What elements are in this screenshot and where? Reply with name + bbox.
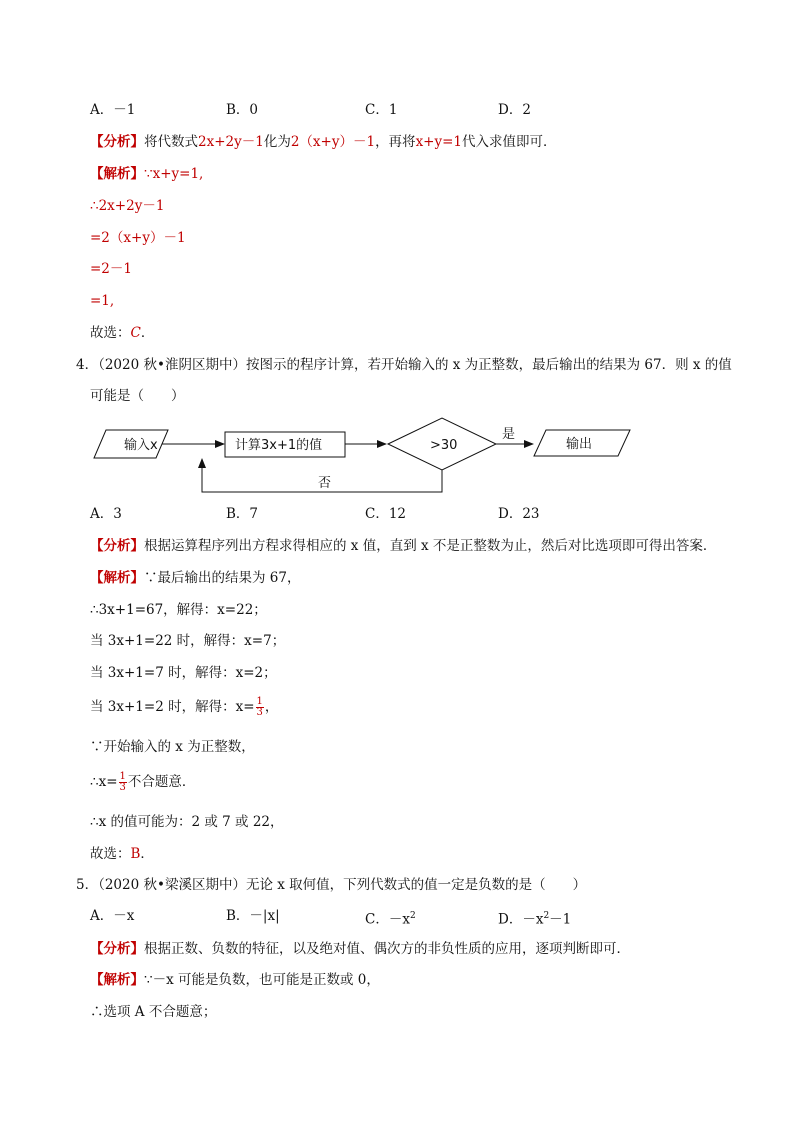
q5-stem: 5．（2020 秋•梁溪区期中）无论 x 取何值，下列代数式的值一定是负数的是（ ） (76, 877, 587, 893)
q4-option-c: C．12 (365, 506, 407, 522)
q4-solution-line-6: ∵开始输入的 x 为正整数， (90, 739, 255, 755)
condition-label: >30 (430, 438, 458, 453)
q3-option-d: D．2 (498, 102, 531, 118)
q3-solution-line-3: =2（x+y）－1 (90, 230, 186, 246)
q5-option-c: C．$-x^2$ (365, 911, 416, 928)
q3-option-a: A．－1 (90, 102, 136, 118)
q4-option-b: B．7 (226, 506, 259, 522)
fraction-one-third: $\frac{1}{3}$ (119, 771, 126, 793)
q3-solution-line-5: =1, (90, 293, 115, 309)
q5-solution-line-2: ∴选项 A 不合题意； (90, 1004, 217, 1020)
q4-analysis: 【分析】根据运算程序列出方程求得相应的 x 值，直到 x 不是正整数为止，然后对比选项即可得出答案． (90, 538, 717, 554)
compute-label: 计算3x+1的值 (235, 438, 323, 453)
q4-solution-line-1: 【解析】∵最后输出的结果为 67， (90, 570, 301, 586)
solution-tag: 【解析】 (90, 570, 144, 586)
q4-option-d: D．23 (498, 506, 540, 522)
q5-option-a: A．－x (90, 908, 135, 924)
solution-tag: 【解析】 (90, 166, 144, 182)
q4-solution-line-2: ∴3x+1=67，解得：x=22； (90, 602, 267, 618)
q5-solution-line-1: 【解析】∵－x 可能是负数，也可能是正数或 0， (90, 972, 380, 988)
q3-option-b: B．0 (226, 102, 259, 118)
solution-tag: 【解析】 (90, 972, 144, 988)
analysis-tag: 【分析】 (90, 941, 144, 957)
q5-option-b: B．－|x| (226, 908, 280, 924)
q3-analysis: 【分析】将代数式2x+2y－1化为2（x+y）－1，再将x+y=1代入求值即可． (90, 134, 557, 150)
q4-answer: 故选：B． (90, 846, 154, 862)
q4-stem-line-2: 可能是（ ） (90, 388, 185, 404)
fraction-one-third: $\frac{1}{3}$ (256, 696, 263, 718)
q4-solution-line-7: ∴x= $\frac{1}{3}$ 不合题意． (90, 771, 196, 793)
q3-solution-line-1: 【解析】∵x+y=1, (90, 166, 204, 182)
q4-solution-line-8: ∴x 的值可能为：2 或 7 或 22， (90, 814, 284, 830)
input-label: 输入x (124, 438, 158, 453)
no-label: 否 (318, 476, 332, 491)
q4-solution-line-3: 当 3x+1=22 时，解得：x=7； (90, 633, 286, 649)
q4-solution-line-5: 当 3x+1=2 时，解得：x= $\frac{1}{3}$ ， (90, 696, 279, 718)
output-label: 输出 (566, 437, 593, 452)
yes-label: 是 (502, 427, 516, 442)
q3-option-c: C．1 (365, 102, 398, 118)
q3-solution-line-4: =2－1 (90, 261, 132, 277)
q3-answer: 故选：C． (90, 325, 155, 341)
q4-option-a: A．3 (90, 506, 122, 522)
q4-solution-line-4: 当 3x+1=7 时，解得：x=2； (90, 665, 277, 681)
q4-stem-line-1: 4．（2020 秋•淮阴区期中）按图示的程序计算，若开始输入的 x 为正整数，最后输出的结果为 67．则 x 的值 (76, 357, 732, 373)
analysis-tag: 【分析】 (90, 134, 144, 150)
analysis-tag: 【分析】 (90, 538, 144, 554)
q3-solution-line-2: ∴2x+2y－1 (90, 198, 165, 214)
program-flowchart (88, 412, 648, 498)
q5-option-d: D．$-x^2-1$ (498, 911, 572, 928)
q5-analysis: 【分析】根据正数、负数的特征，以及绝对值、偶次方的非负性质的应用，逐项判断即可． (90, 941, 630, 957)
